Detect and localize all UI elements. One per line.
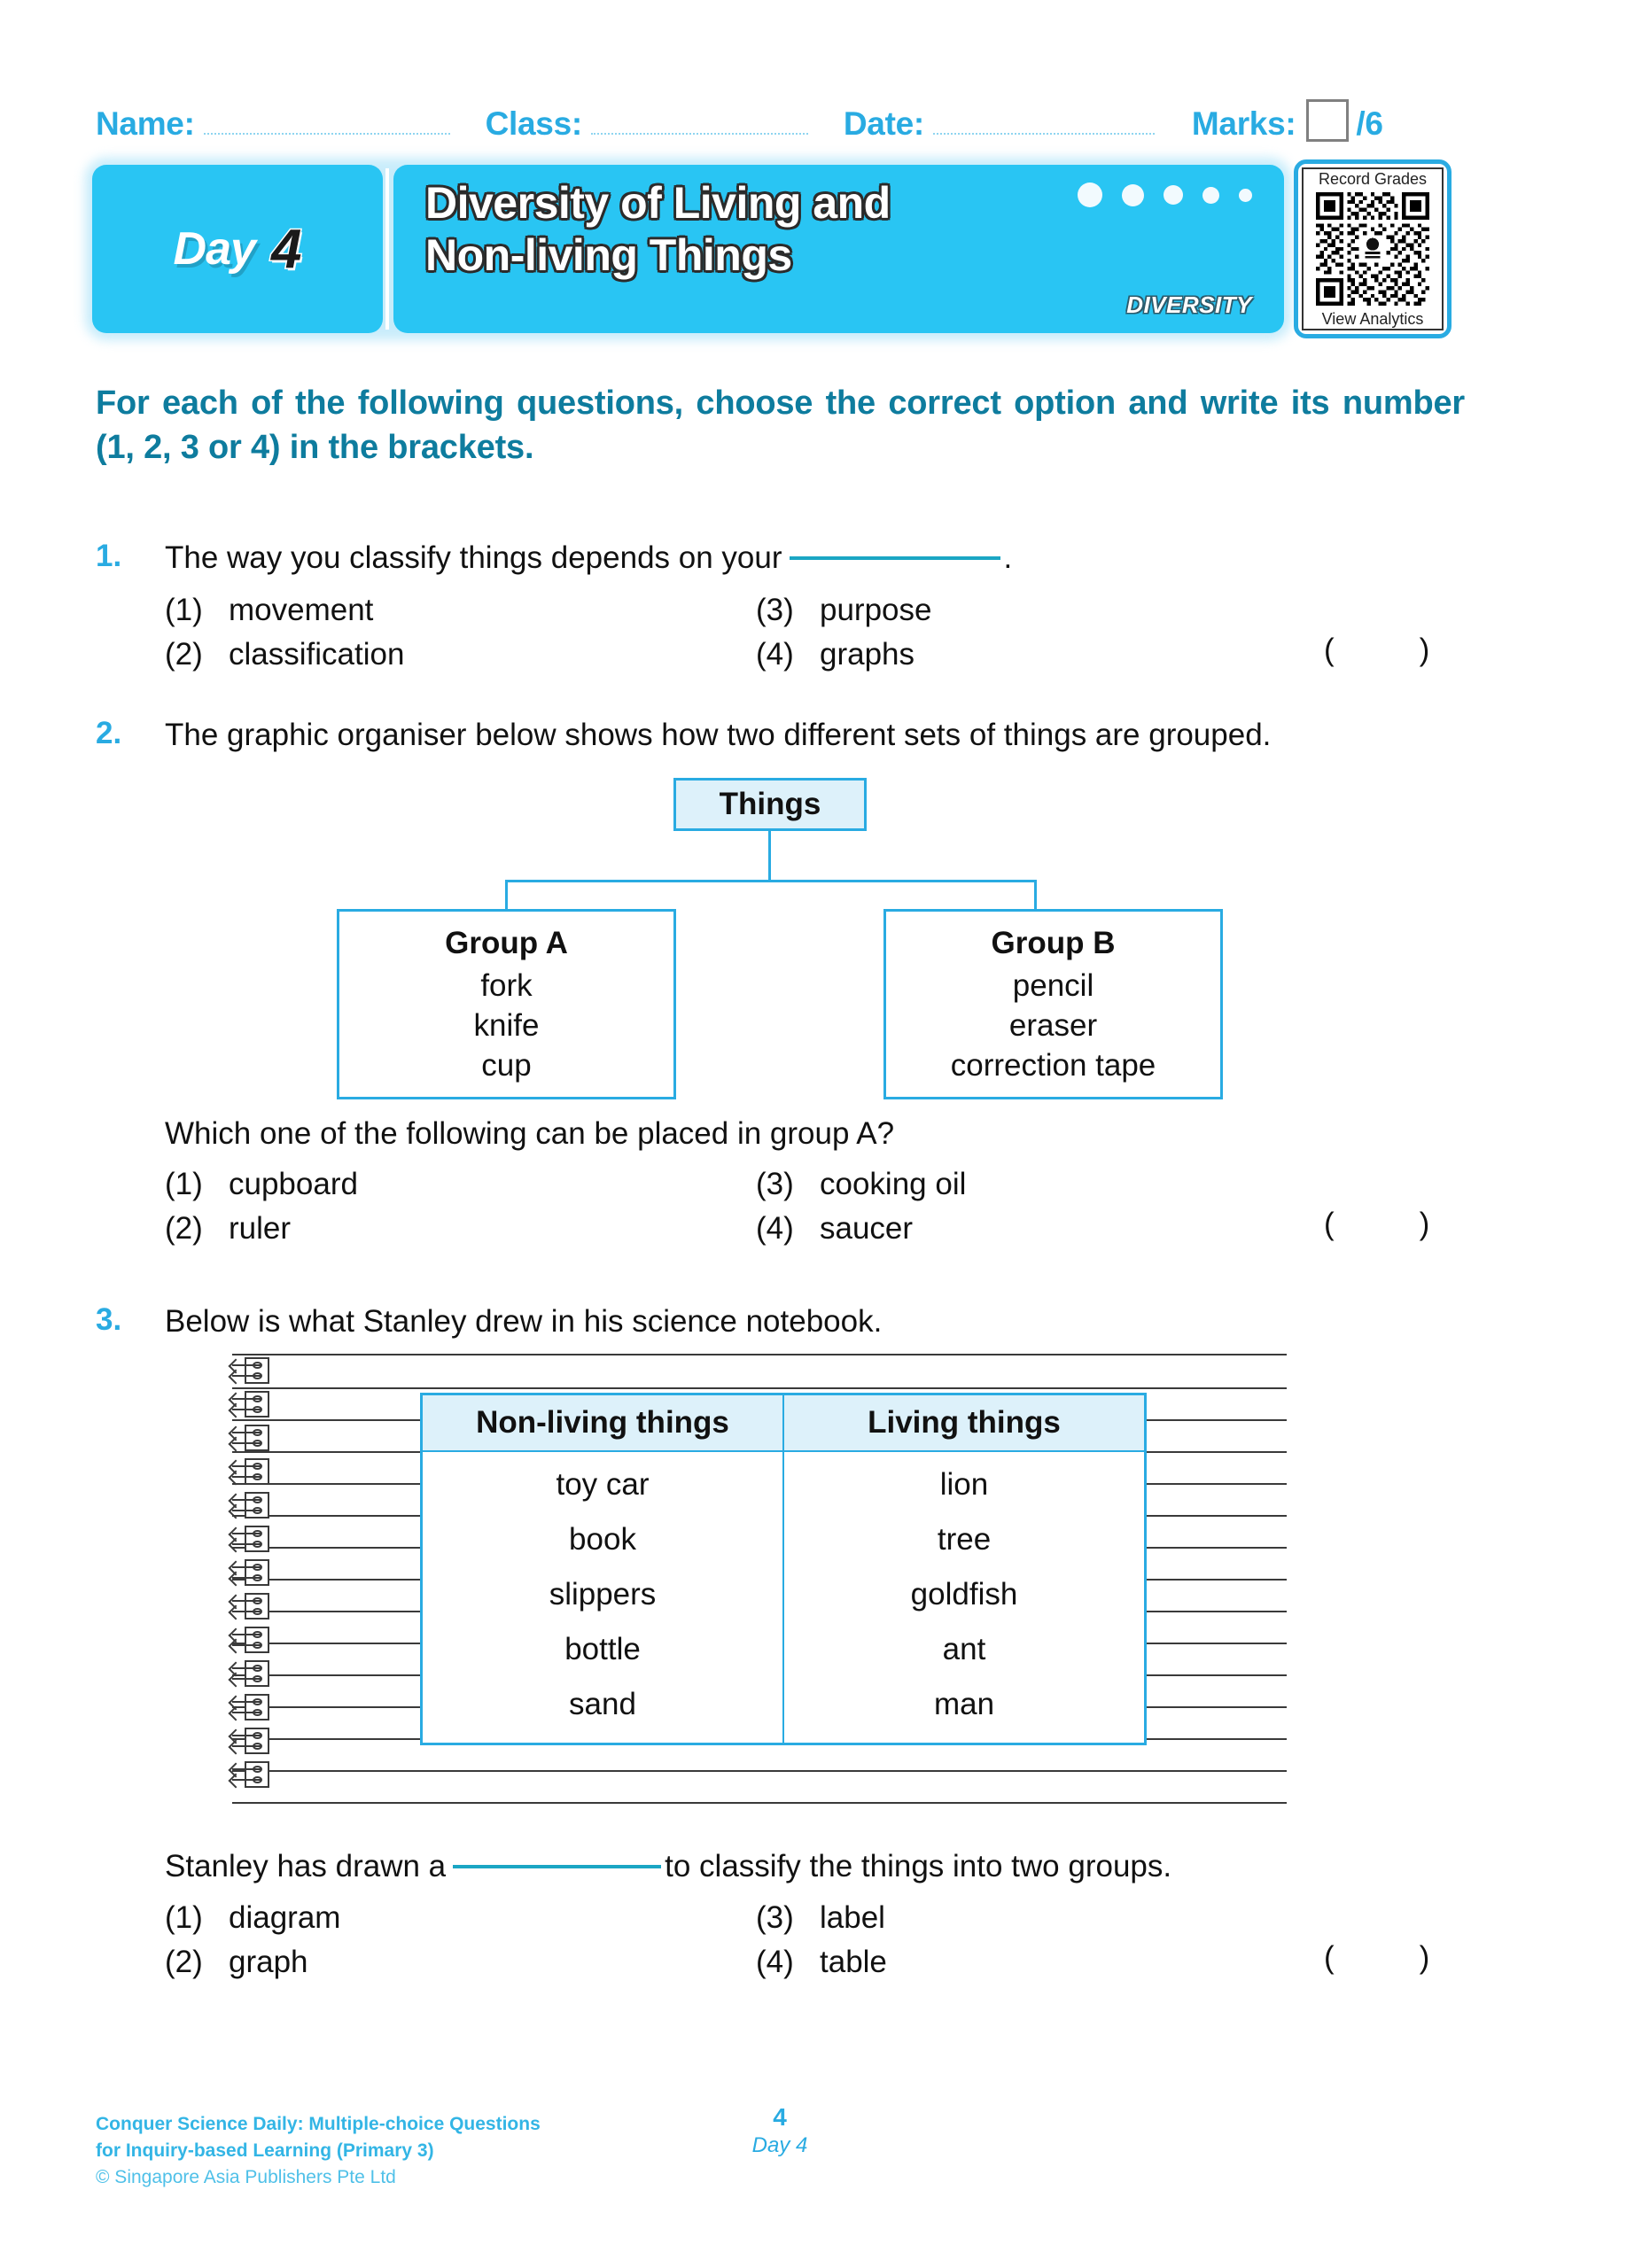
question-2-option-2[interactable] [165, 1207, 661, 1251]
spiral-ring-icon [245, 1761, 269, 1788]
table-cell-living: tree [783, 1512, 1146, 1567]
table-cell-living: goldfish [783, 1567, 1146, 1622]
question-2-options-left [165, 1162, 661, 1250]
spiral-ring-icon [245, 1492, 269, 1518]
question-1-option-3[interactable] [756, 588, 1217, 633]
option-label: table [820, 1944, 887, 1979]
spiral-ring-icon [245, 1425, 269, 1451]
question-2-answer-bracket[interactable] [1324, 1207, 1429, 1242]
option-key: (2) [165, 1210, 203, 1246]
organiser-group-b-box [883, 909, 1223, 1099]
table-header-non-living: Non-living things [422, 1394, 784, 1452]
group-a-title: Group A [445, 926, 568, 960]
spiral-ring-icon [245, 1559, 269, 1586]
question-2-number: 2. [96, 716, 122, 750]
question-1-answer-blank[interactable] [790, 555, 1000, 560]
footer-line-2: for Inquiry-based Learning (Primary 3) [96, 2140, 434, 2161]
option-key: (3) [756, 1900, 794, 1935]
option-label: classification [229, 636, 405, 672]
question-3-option-4[interactable] [756, 1940, 1217, 1984]
table-header-row [422, 1394, 1146, 1452]
topic-tag: DIVERSITY [1126, 291, 1252, 318]
science-notebook-illustration [232, 1354, 1287, 1804]
date-input-line[interactable] [933, 132, 1155, 135]
option-label: diagram [229, 1900, 341, 1935]
question-3-sub-after: to classify the things into two groups. [665, 1849, 1172, 1884]
question-3-option-3[interactable] [756, 1896, 1217, 1940]
marks-total: /6 [1356, 105, 1383, 142]
question-3-option-1[interactable] [165, 1896, 661, 1940]
footer-publisher-info [96, 2111, 541, 2190]
table-cell-living: lion [783, 1451, 1146, 1512]
option-key: (3) [756, 593, 794, 627]
instruction-text: For each of the following questions, choose the correct option and write its number (1, 2, 3 or 4) in the brackets. [96, 384, 1465, 467]
day-word: Day [173, 223, 255, 275]
option-key: (2) [165, 1944, 203, 1979]
option-key: (1) [165, 1900, 203, 1935]
banner-title [425, 177, 1046, 282]
table-row [422, 1512, 1146, 1567]
question-2-stem: The graphic organiser below shows how two different sets of things are grouped. [165, 718, 1272, 752]
day-badge [92, 165, 383, 333]
table-row [422, 1451, 1146, 1512]
question-2-sub-stem: Which one of the following can be placed in group A? [165, 1116, 895, 1151]
banner-body [393, 165, 1284, 333]
spiral-ring-icon [245, 1526, 269, 1552]
option-key: (4) [756, 1944, 794, 1979]
date-label: Date: [843, 105, 924, 142]
question-1-stem [165, 539, 1228, 579]
spiral-ring-icon [245, 1391, 269, 1418]
option-label: cupboard [229, 1167, 358, 1201]
question-3-options-left [165, 1896, 661, 1984]
option-label: label [820, 1900, 885, 1935]
question-3-options-right [756, 1896, 1217, 1984]
group-a-item-3: cup [481, 1047, 532, 1083]
page-number: 4 [773, 2103, 787, 2131]
option-key: (3) [756, 1167, 794, 1201]
question-2-option-3[interactable] [756, 1162, 1217, 1207]
spiral-ring-icon [245, 1593, 269, 1619]
banner-title-line-2: Non-living Things [425, 230, 792, 280]
organiser-root-box: Things [673, 778, 867, 831]
table-row [422, 1677, 1146, 1744]
connector-vertical-top [768, 831, 771, 882]
qr-code-icon [1316, 192, 1429, 306]
table-cell-living: ant [783, 1622, 1146, 1677]
table-cell-non-living: toy car [556, 1467, 650, 1502]
bracket-close: ) [1419, 633, 1430, 667]
qr-top-caption: Record Grades [1318, 170, 1428, 188]
qr-code-badge[interactable] [1294, 159, 1452, 338]
notebook-line [232, 1387, 1287, 1389]
option-label: purpose [820, 593, 932, 627]
connector-vertical-left [505, 880, 508, 912]
spiral-ring-icon [245, 1357, 269, 1384]
bracket-open: ( [1324, 1940, 1335, 1975]
question-3-sub-stem [165, 1847, 1405, 1887]
question-3-sub-before: Stanley has drawn a [165, 1849, 447, 1884]
notebook-line [232, 1770, 1287, 1772]
footer-copyright: © Singapore Asia Publishers Pte Ltd [96, 2166, 396, 2187]
table-cell-living: man [783, 1677, 1146, 1744]
qr-inner [1302, 167, 1444, 330]
question-2-option-4[interactable] [756, 1207, 1217, 1251]
question-3-number: 3. [96, 1302, 122, 1337]
question-1-answer-bracket[interactable] [1324, 633, 1429, 668]
group-b-title: Group B [991, 926, 1116, 960]
spiral-ring-icon [245, 1660, 269, 1687]
graphic-organiser [337, 778, 1223, 1101]
group-b-item-3: correction tape [950, 1047, 1156, 1083]
option-label: graphs [820, 636, 915, 672]
qr-bottom-caption: View Analytics [1321, 310, 1424, 328]
option-key: (4) [756, 1210, 794, 1246]
table-cell-non-living: bottle [564, 1632, 641, 1666]
marks-label: Marks: [1191, 105, 1296, 142]
footer-page-info [709, 2104, 851, 2159]
question-3-answer-blank[interactable] [453, 1864, 661, 1868]
option-label: cooking oil [820, 1167, 967, 1201]
question-1-option-2[interactable] [165, 633, 661, 677]
spiral-ring-icon [245, 1728, 269, 1754]
bracket-open: ( [1324, 633, 1335, 667]
bracket-close: ) [1419, 1940, 1430, 1975]
table-cell-non-living: slippers [549, 1577, 657, 1612]
banner-title-line-1: Diversity of Living and [425, 178, 891, 228]
dot-icon-5 [1239, 189, 1252, 202]
dot-icon-3 [1164, 185, 1183, 205]
option-label: movement [229, 593, 374, 627]
marks-input-box[interactable] [1306, 99, 1349, 142]
option-label: ruler [229, 1210, 292, 1246]
question-1-options-left [165, 588, 661, 676]
dot-icon-1 [1078, 183, 1102, 207]
organiser-group-a-box [337, 909, 676, 1099]
question-3-stem: Below is what Stanley drew in his science notebook. [165, 1304, 883, 1339]
class-input-line[interactable] [591, 132, 808, 135]
bracket-close: ) [1419, 1207, 1430, 1241]
qr-code-svg [1316, 192, 1429, 306]
banner-dots [1078, 183, 1252, 207]
student-info-row [96, 92, 1460, 142]
group-a-item-2: knife [473, 1007, 540, 1043]
group-b-item-1: pencil [1012, 968, 1094, 1003]
question-1-options-right [756, 588, 1217, 676]
connector-horizontal [505, 880, 1037, 882]
title-banner [92, 165, 1284, 333]
group-a-item-1: fork [480, 968, 533, 1003]
table-head [422, 1394, 1146, 1452]
class-label: Class: [485, 105, 582, 142]
notebook-spiral-binding [232, 1354, 294, 1804]
connector-vertical-right [1034, 880, 1037, 912]
option-key: (1) [165, 1167, 203, 1201]
question-1-stem-before: The way you classify things depends on your [165, 540, 782, 575]
table-row [422, 1567, 1146, 1622]
option-key: (2) [165, 636, 203, 672]
question-2-option-1[interactable] [165, 1162, 661, 1207]
spiral-ring-icon [245, 1458, 269, 1485]
table-cell-non-living: sand [569, 1687, 636, 1721]
table-body [422, 1451, 1146, 1744]
question-3-option-2[interactable] [165, 1940, 661, 1984]
dot-icon-2 [1122, 184, 1144, 206]
footer-line-1: Conquer Science Daily: Multiple-choice Questions [96, 2114, 541, 2134]
table-row [422, 1622, 1146, 1677]
question-1-option-1[interactable] [165, 588, 661, 633]
table-header-living: Living things [783, 1394, 1146, 1452]
name-label: Name: [96, 105, 195, 142]
banner-divider [385, 168, 389, 330]
question-1-option-4[interactable] [756, 633, 1217, 677]
question-2-options-right [756, 1162, 1217, 1250]
option-key: (4) [756, 636, 794, 672]
option-label: saucer [820, 1210, 914, 1246]
question-1-stem-after: . [1003, 540, 1013, 575]
spiral-ring-icon [245, 1627, 269, 1653]
option-label: graph [229, 1944, 308, 1979]
question-1-number: 1. [96, 539, 122, 573]
name-input-line[interactable] [204, 132, 450, 135]
question-3-answer-bracket[interactable] [1324, 1940, 1429, 1976]
spiral-ring-icon [245, 1694, 269, 1720]
page-day-label: Day 4 [751, 2132, 808, 2157]
option-key: (1) [165, 593, 203, 627]
day-number: 4 [270, 218, 302, 280]
classification-table [420, 1393, 1147, 1745]
table-cell-non-living: book [569, 1522, 636, 1557]
dot-icon-4 [1202, 187, 1219, 204]
group-b-item-2: eraser [1008, 1007, 1098, 1043]
bracket-open: ( [1324, 1207, 1335, 1241]
